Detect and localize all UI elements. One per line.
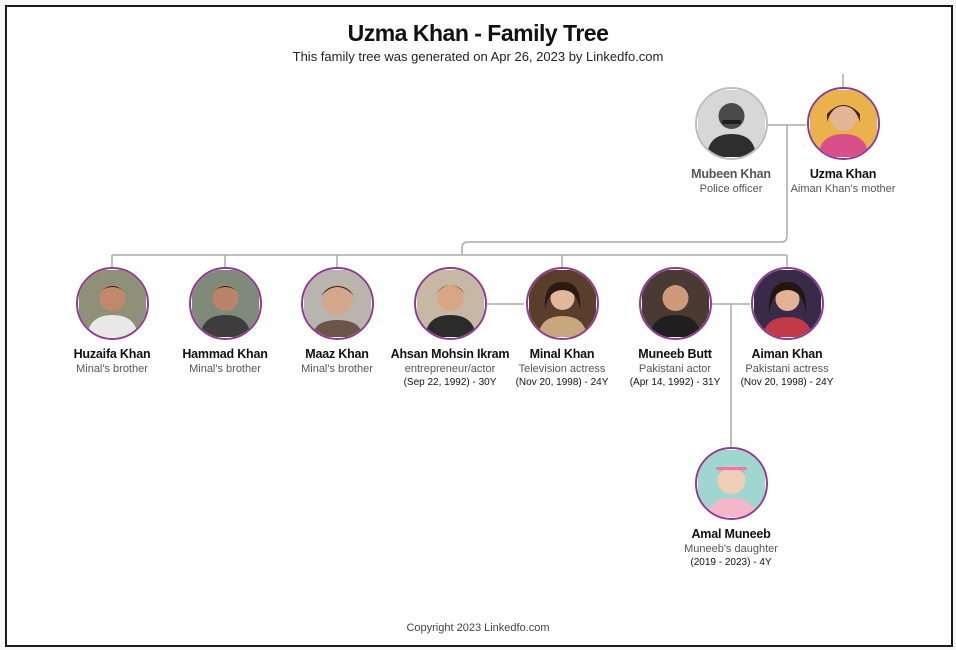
person-avatar-icon [189, 267, 262, 340]
page-subtitle: This family tree was generated on Apr 26, 2023 by Linkedfo.com [292, 49, 664, 64]
person-avatar-icon [639, 267, 712, 340]
person-uzma-khan[interactable] [773, 87, 913, 195]
person-role: Pakistani actor [638, 363, 712, 375]
person-name: Mubeen Khan [691, 167, 771, 181]
person-avatar-icon [695, 87, 768, 160]
person-name: Huzaifa Khan [73, 347, 151, 361]
person-name: Ahsan Mohsin Ikram [390, 347, 510, 361]
person-dates: (Nov 20, 1998) - 24Y [740, 377, 834, 388]
person-avatar-icon [301, 267, 374, 340]
person-avatar-icon [526, 267, 599, 340]
person-avatar-icon [414, 267, 487, 340]
person-avatar-icon [76, 267, 149, 340]
person-role: Pakistani actress [745, 363, 829, 375]
person-role: Minal's brother [189, 363, 261, 375]
person-role: Muneeb's daughter [684, 543, 778, 555]
person-dates: (Sep 22, 1992) - 30Y [403, 377, 497, 388]
person-amal-muneeb[interactable] [661, 447, 801, 568]
person-role: Minal's brother [76, 363, 148, 375]
person-dates: (Apr 14, 1992) - 31Y [629, 377, 721, 388]
person-role: Minal's brother [301, 363, 373, 375]
person-role: Aiman Khan's mother [790, 183, 896, 195]
person-name: Uzma Khan [809, 167, 877, 181]
page-title: Uzma Khan - Family Tree [347, 20, 609, 46]
person-role: Television actress [518, 363, 606, 375]
person-avatar-icon [807, 87, 880, 160]
person-role: entrepreneur/actor [404, 363, 496, 375]
person-dates: (2019 - 2023) - 4Y [690, 557, 772, 568]
person-name: Minal Khan [529, 347, 595, 361]
person-name: Hammad Khan [182, 347, 268, 361]
copyright-notice: Copyright 2023 Linkedfo.com [406, 622, 550, 634]
person-name: Aiman Khan [751, 347, 823, 361]
person-name: Maaz Khan [305, 347, 369, 361]
person-avatar-icon [695, 447, 768, 520]
person-name: Amal Muneeb [691, 527, 771, 541]
person-avatar-icon [751, 267, 824, 340]
person-role: Police officer [699, 183, 763, 195]
person-aiman-khan[interactable] [717, 267, 857, 388]
person-name: Muneeb Butt [638, 347, 712, 361]
person-dates: (Nov 20, 1998) - 24Y [515, 377, 609, 388]
